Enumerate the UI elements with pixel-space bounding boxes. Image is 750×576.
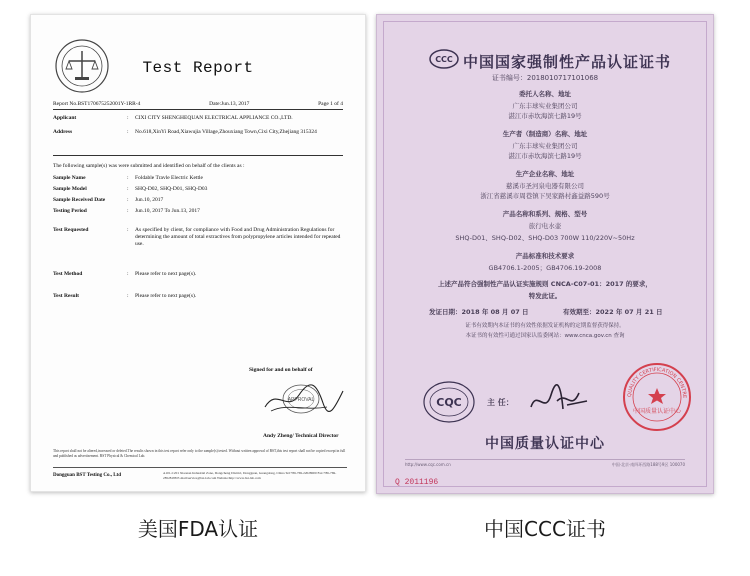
ccc-certificate-document: [376, 14, 714, 494]
validity-note: 证书有效期内本证书的有效性依据发证机构的定期监督获得保持。: [465, 323, 625, 329]
query-note: 本证书的有效性可通过国家认监委网站：www.cnca.gov.cn 查询: [465, 333, 625, 339]
sample-model-value: SHQ-D02, SHQ-D01, SHQ-D03: [135, 186, 208, 192]
manufacturer-address: 湛江市赤坎海滨七路19号: [508, 152, 582, 160]
applicant-row: Applicant : CIXI CITY SHENGHEQUAN ELECTRICAL APPLIANCE CO.,LTD.: [53, 115, 347, 122]
serial-number: Q 2011196: [395, 478, 439, 487]
certificate-number: 证书编号：2018010717101068: [491, 74, 599, 82]
expiry-date: 有效期至：2022 年 07 月 21 日: [563, 308, 663, 316]
standard-value: GB4706.1-2005；GB4706.19-2008: [488, 264, 602, 272]
seal-arc-text: QUALITY CERTIFICATION CENTRE: [626, 366, 688, 399]
address-label: Address: [53, 129, 73, 135]
cqc-logo-icon: [421, 377, 477, 427]
standard-label: 产品标准和技术要求: [515, 252, 575, 260]
svg-text:CCC: CCC: [435, 55, 453, 64]
factory-label: 生产企业名称、地址: [515, 170, 575, 178]
footer-bar: [53, 467, 347, 480]
address-row: Address : No.618,XinYi Road,Xiawujia Village,Zhouxiang Town,Cixi City,Zhejiang 315324: [53, 129, 347, 136]
sample-model-row: Sample Model : SHQ-D02, SHQ-D01, SHQ-D03: [53, 186, 347, 193]
svg-text:CQC: CQC: [436, 396, 462, 409]
product-label: 产品名称和系列、规格、型号: [502, 210, 588, 218]
applicant-label: Applicant: [53, 115, 77, 121]
certificate-title: 中国国家强制性产品认证证书: [463, 53, 672, 71]
compliance-statement: 上述产品符合强制性产品认证实施规则 CNCA-C07-01：2017 的要求，: [438, 280, 652, 288]
official-red-seal-icon: [621, 361, 693, 433]
intro-text: The following sample(s) was were submitted and identified on behalf of the clients as :: [53, 163, 245, 169]
report-page: Page 1 of 4: [318, 101, 343, 107]
received-date-value: Jun.10, 2017: [135, 197, 164, 203]
test-result-value: Please refer to next page(s).: [135, 293, 197, 299]
ccc-mark-icon: [429, 49, 459, 69]
fda-test-report-document: [30, 14, 366, 492]
report-number: Report No.BST170675252001Y-1RR-4: [53, 101, 141, 107]
caption-ccc: 中国CCC证书: [484, 517, 606, 541]
test-result-label: Test Result: [53, 293, 79, 299]
sample-name-value: Foldable Travle Electric Kettle: [135, 175, 203, 181]
director-label: 主 任：: [487, 398, 514, 407]
testing-period-label: Testing Period: [53, 208, 87, 214]
applicant-value: CIXI CITY SHENGHEQUAN ELECTRICAL APPLIANCE CO.,LTD.: [135, 115, 293, 121]
manufacturer-label: 生产者（制造商）名称、地址: [502, 130, 588, 138]
test-requested-label: Test Requested: [53, 227, 89, 233]
testing-period-row: Testing Period : Jun.10, 2017 To Jun.13, 2017: [53, 208, 347, 215]
divider: [53, 109, 343, 110]
caption-fda: 美国FDA认证: [137, 517, 259, 541]
report-date: Date:Jun.13, 2017: [209, 101, 250, 107]
client-name: 广东丰球实业集团公司: [512, 102, 578, 110]
test-result-row: Test Result : Please refer to next page(s).: [53, 293, 347, 300]
issuer-address: 中国·北京·南四环西路188号9区 100070: [611, 462, 685, 467]
issuer-footer: [405, 459, 685, 468]
received-date-label: Sample Received Date: [53, 197, 106, 203]
signer-name: Andy Zheng/ Technical Director: [263, 433, 339, 439]
company-address: A101-C201 Xiaonan Industrial Zone, Dongcheng District, Dongguan, Guangdong, China Tel:+86-769-22028000 Fax:+86-769-28528188 E-mail:service@bst-lab.com Website:http://www.bst-lab.com: [163, 471, 337, 480]
received-date-row: Sample Received Date : Jun.10, 2017: [53, 197, 347, 204]
client-label: 委托人名称、地址: [519, 90, 571, 98]
report-title: Test Report: [142, 59, 254, 77]
director-signature: [527, 381, 591, 421]
report-meta: [53, 101, 343, 107]
issuer-name: 中国质量认证中心: [485, 436, 605, 452]
address-value: No.618,XinYi Road,Xiawujia Village,Zhouxiang Town,Cixi City,Zhejiang 315324: [135, 129, 317, 135]
test-requested-row: Test Requested : As specified by client, for compliance with Food and Drug Administration Regulations for determining the amount of total extractives from polypropylene articles intended for repeated use.: [53, 227, 347, 248]
approval-stamp-signature: [257, 377, 347, 421]
testing-period-value: Jun.10, 2017 To Jun.13, 2017: [135, 208, 200, 214]
sample-name-label: Sample Name: [53, 175, 86, 181]
issue-date: 发证日期：2018 年 08 月 07 日: [429, 308, 529, 316]
test-method-row: Test Method : Please refer to next page(s).: [53, 271, 347, 278]
signed-on-behalf: Signed for and on behalf of: [249, 367, 313, 373]
test-method-value: Please refer to next page(s).: [135, 271, 197, 277]
test-method-label: Test Method: [53, 271, 83, 277]
seal-center-text: 中国质量认证中心: [632, 408, 682, 415]
disclaimer: This report shall not be altered,increased or deleted.The results shown in this test report refer only to the sample(s) tested. Without written approval of BST,this test report shall not be copied except in full and published as advertisement. BST Physical & Chemical Lab.: [53, 449, 346, 458]
factory-name: 慈溪市圣河泉电器有限公司: [506, 182, 584, 190]
svg-text:APPROVAL: APPROVAL: [287, 397, 315, 403]
issuer-website: http://www.cqc.com.cn: [405, 462, 451, 467]
divider: [53, 155, 343, 156]
manufacturer-name: 广东丰球实业集团公司: [512, 142, 578, 150]
product-name: 旅行电水壶: [528, 222, 562, 230]
company-name: Dongguan BST Testing Co., Ltd: [53, 473, 121, 479]
sample-model-label: Sample Model: [53, 186, 87, 192]
factory-address: 浙江省慈溪市周巷镇下吴家路村鑫益路590号: [480, 192, 610, 200]
product-models: SHQ-D01、SHQ-D02、SHQ-D03 700W 110/220V~50Hz: [455, 234, 635, 242]
sample-name-row: Sample Name : Foldable Travle Electric Kettle: [53, 175, 347, 182]
client-address: 湛江市赤坎海滨七路19号: [508, 112, 582, 120]
test-requested-value: As specified by client, for compliance with Food and Drug Administration Regulations for determining the amount of total extractives from polypropylene articles intended for repeated use.: [135, 227, 341, 247]
compliance-statement-2: 特发此证。: [528, 292, 562, 300]
